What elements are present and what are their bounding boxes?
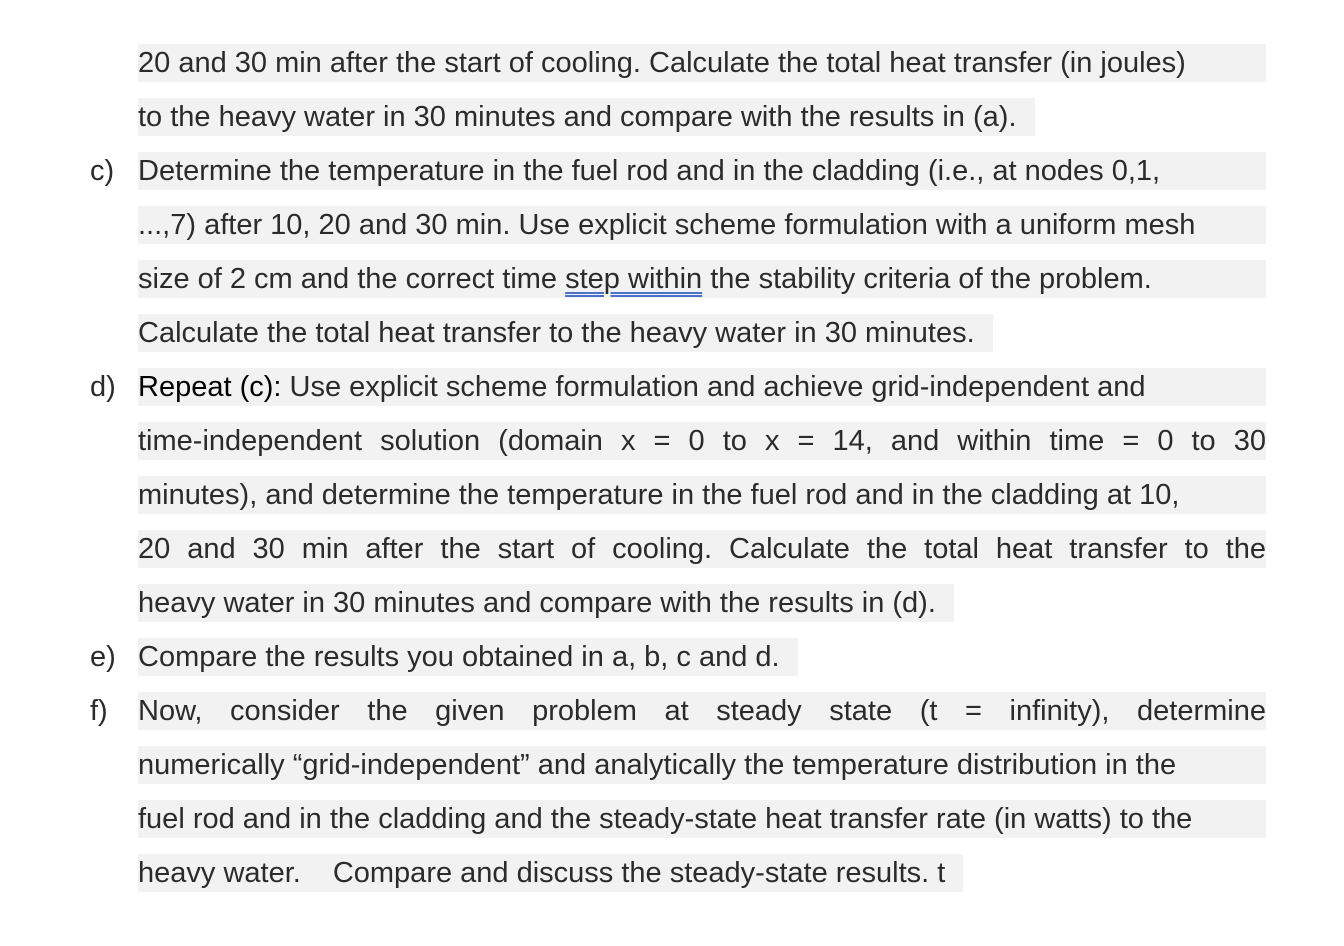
item-e-marker: e) — [90, 641, 116, 673]
item-c-line-2: ...,7) after 10, 20 and 30 min. Use explicit scheme formulation with a uniform mesh — [138, 206, 1266, 244]
item-c-line-3-start: size of 2 cm and the correct time — [138, 263, 566, 295]
item-d-line-2: time-independent solution (domain x = 0 to x = 14, and within time = 0 to 30 — [138, 422, 1266, 460]
item-d-line-5: heavy water in 30 minutes and compare with the results in (d). — [138, 584, 954, 622]
b-line-2: to the heavy water in 30 minutes and compare with the results in (a). — [138, 98, 1035, 136]
item-c-line-1: Determine the temperature in the fuel rod and in the cladding (i.e., at nodes 0,1, — [138, 152, 1266, 190]
item-d-line-3: minutes), and determine the temperature in the fuel rod and in the cladding at 10, — [138, 476, 1266, 514]
item-f-line-2: numerically “grid-independent” and analytically the temperature distribution in the — [138, 746, 1266, 784]
item-c-line-4: Calculate the total heat transfer to the heavy water in 30 minutes. — [138, 314, 993, 352]
item-f-line-3: fuel rod and in the cladding and the steady-state heat transfer rate (in watts) to the — [138, 800, 1266, 838]
item-f-line-4 — [138, 854, 963, 892]
item-f-marker: f) — [90, 695, 108, 727]
item-d-line-1-rest: Use explicit scheme formulation and achieve grid-independent and — [281, 371, 1146, 403]
item-d-marker: d) — [90, 371, 116, 403]
item-e-line-1: Compare the results you obtained in a, b, c and d. — [138, 638, 798, 676]
item-d-line-1 — [138, 368, 1266, 406]
item-f-line-4-b: Compare and discuss the steady-state results. t — [332, 857, 946, 889]
item-d-line-4: 20 and 30 min after the start of cooling. Calculate the total heat transfer to the — [138, 530, 1266, 568]
spellcheck-underlined-text[interactable]: step within — [565, 263, 703, 295]
item-f-line-1: Now, consider the given problem at steady state (t = infinity), determine — [138, 692, 1266, 730]
item-c-line-3-end: the stability criteria of the problem. — [702, 263, 1152, 295]
b-line-1: 20 and 30 min after the start of cooling. Calculate the total heat transfer (in joules) — [138, 44, 1266, 82]
item-c-marker: c) — [90, 155, 115, 187]
item-d-lead: Repeat (c): — [138, 371, 282, 403]
item-f-line-4-a: heavy water. — [138, 857, 301, 889]
item-c-line-3 — [138, 260, 1266, 298]
